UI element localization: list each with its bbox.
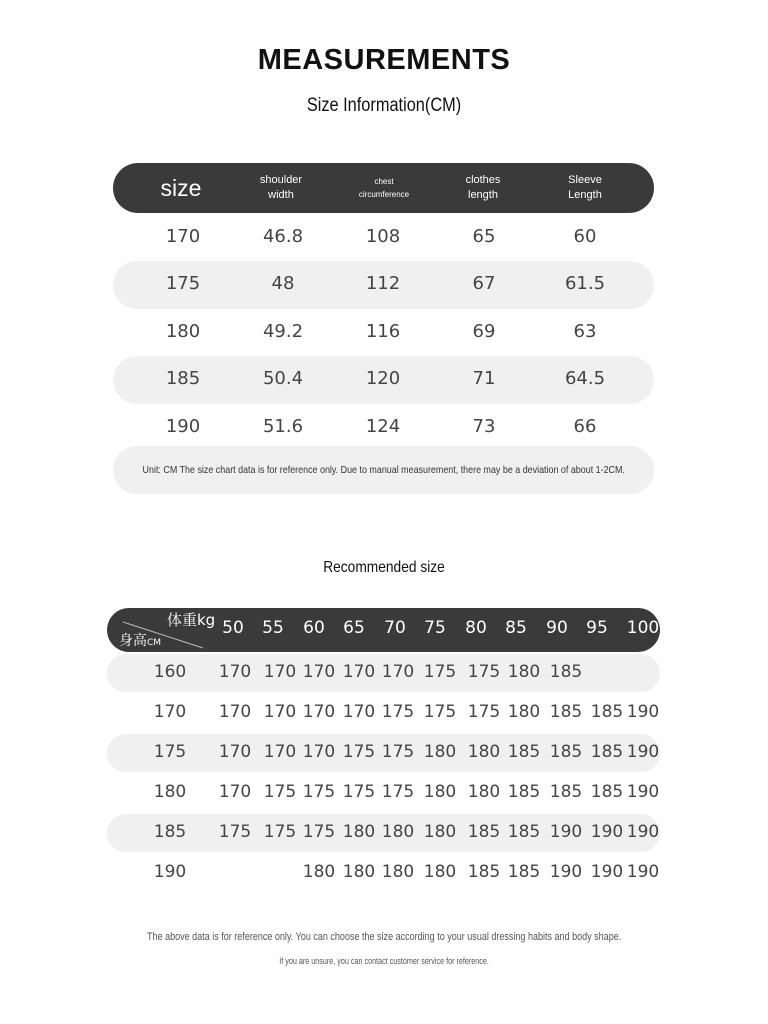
- recommended-size-cell: 190: [590, 862, 624, 882]
- size-table-cell: 61.5: [564, 273, 606, 294]
- height-unit-text: CM: [147, 638, 162, 648]
- header-length-line1: clothes: [465, 174, 501, 186]
- size-table-cell: 49.2: [262, 321, 304, 342]
- recommended-size-cell: 180: [467, 782, 501, 802]
- size-table-note: [113, 446, 654, 494]
- footer-note-2: [0, 951, 768, 969]
- recommended-size-cell: 190: [626, 862, 660, 882]
- recommended-size-cell: 175: [302, 782, 336, 802]
- recommended-size-cell: 175: [381, 742, 415, 762]
- height-cm-label: [119, 630, 161, 650]
- size-table-cell: 124: [365, 416, 401, 437]
- recommended-size-cell: 170: [302, 742, 336, 762]
- recommended-size-cell: 185: [590, 742, 624, 762]
- footer-note-1: [0, 927, 768, 945]
- weight-column-header: 50: [222, 618, 244, 638]
- recommended-size-cell: 190: [549, 822, 583, 842]
- size-table-cell: 73: [472, 416, 496, 437]
- recommended-size-cell: 190: [626, 702, 660, 722]
- recommended-size-cell: 180: [342, 822, 376, 842]
- header-shoulder-width: [226, 163, 336, 213]
- recommended-size-cell: 170: [302, 702, 336, 722]
- recommended-size-cell: 170: [218, 742, 252, 762]
- weight-column-header: 65: [343, 618, 365, 638]
- recommended-size-cell: 180: [381, 822, 415, 842]
- header-chest-circumference: [329, 163, 439, 213]
- size-table-cell: 108: [365, 226, 401, 247]
- recommended-size-cell: 170: [381, 662, 415, 682]
- height-label-text: 身高: [119, 633, 147, 649]
- recommended-size-cell: 175: [263, 782, 297, 802]
- recommended-size-cell: 180: [381, 862, 415, 882]
- recommended-size-cell: 190: [549, 862, 583, 882]
- recommended-size-cell: 175: [263, 822, 297, 842]
- weight-column-header: 85: [505, 618, 527, 638]
- header-sleeve-line2: Length: [568, 189, 602, 201]
- size-table-cell: 71: [472, 368, 496, 389]
- header-sleeve-length: [530, 163, 640, 213]
- recommended-size-cell: 180: [423, 782, 457, 802]
- recommended-size-cell: 185: [549, 742, 583, 762]
- size-table-note-text: Unit: CM The size chart data is for reference only. Due to manual measurement, there may be a deviation of about 1-2CM.: [142, 464, 625, 476]
- header-length-line2: length: [468, 189, 498, 201]
- size-table-cell: 190: [165, 416, 201, 437]
- recommended-size-cell: 170: [263, 742, 297, 762]
- size-table-cell: 116: [365, 321, 401, 342]
- weight-column-header: 80: [465, 618, 487, 638]
- recommended-size-cell: 185: [590, 782, 624, 802]
- height-row-label: 175: [153, 742, 187, 762]
- size-table-cell: 51.6: [262, 416, 304, 437]
- header-shoulder-line1: shoulder: [259, 174, 303, 186]
- weight-column-header: 95: [586, 618, 608, 638]
- recommended-size-cell: 185: [507, 862, 541, 882]
- recommended-size-cell: 170: [263, 702, 297, 722]
- recommended-size-cell: 175: [302, 822, 336, 842]
- recommended-size-cell: 180: [423, 862, 457, 882]
- recommended-size-cell: 180: [467, 742, 501, 762]
- size-table-cell: 65: [472, 226, 496, 247]
- height-row-label: 180: [153, 782, 187, 802]
- recommended-size-cell: 175: [423, 702, 457, 722]
- height-row-label: 185: [153, 822, 187, 842]
- size-table-header: [113, 163, 654, 213]
- header-size: size: [160, 174, 202, 201]
- size-table-cell: 180: [165, 321, 201, 342]
- recommended-size-cell: 185: [590, 702, 624, 722]
- weight-kg-label: 体重kg: [167, 611, 216, 629]
- recommended-size-cell: 185: [507, 742, 541, 762]
- recommended-size-cell: 185: [467, 862, 501, 882]
- recommended-size-cell: 170: [263, 662, 297, 682]
- size-table-cell: 50.4: [262, 368, 304, 389]
- recommended-size-cell: 175: [342, 782, 376, 802]
- recommended-size-cell: 170: [302, 662, 336, 682]
- recommended-size-cell: 185: [507, 822, 541, 842]
- page-title: MEASUREMENTS: [257, 44, 511, 76]
- recommended-size-cell: 180: [507, 702, 541, 722]
- recommended-size-cell: 185: [549, 702, 583, 722]
- size-table-cell: 112: [365, 273, 401, 294]
- size-table-cell: 185: [165, 368, 201, 389]
- recommended-table-header: [107, 608, 660, 652]
- size-table-cell: 175: [165, 273, 201, 294]
- recommended-size-cell: 175: [381, 702, 415, 722]
- height-row-label: 170: [153, 702, 187, 722]
- header-chest-line2: circumference: [358, 190, 410, 199]
- recommended-size-cell: 180: [302, 862, 336, 882]
- recommended-size-cell: 175: [218, 822, 252, 842]
- size-table-cell: 48: [271, 273, 295, 294]
- recommended-size-cell: 170: [218, 782, 252, 802]
- recommended-size-cell: 190: [590, 822, 624, 842]
- header-clothes-length: [428, 163, 538, 213]
- header-chest-line1: chest: [374, 177, 394, 186]
- size-table-cell: 60: [573, 226, 597, 247]
- recommended-size-cell: 180: [423, 822, 457, 842]
- recommended-size-cell: 185: [549, 782, 583, 802]
- height-row-label: 160: [153, 662, 187, 682]
- header-sleeve-line1: Sleeve: [568, 174, 602, 186]
- recommended-size-cell: 170: [342, 662, 376, 682]
- recommended-size-cell: 175: [467, 662, 501, 682]
- page-subtitle: Size Information(CM): [306, 95, 462, 116]
- size-table-cell: 66: [573, 416, 597, 437]
- recommended-size-cell: 180: [507, 662, 541, 682]
- weight-column-header: 90: [546, 618, 568, 638]
- recommended-size-cell: 180: [342, 862, 376, 882]
- recommended-size-cell: 185: [467, 822, 501, 842]
- size-table-cell: 170: [165, 226, 201, 247]
- recommended-size-cell: 190: [626, 782, 660, 802]
- height-row-label: 190: [153, 862, 187, 882]
- recommended-size-cell: 170: [342, 702, 376, 722]
- weight-column-header: 75: [424, 618, 446, 638]
- recommended-size-cell: 170: [218, 662, 252, 682]
- size-table-cell: 63: [573, 321, 597, 342]
- recommended-size-cell: 175: [381, 782, 415, 802]
- weight-column-header: 55: [262, 618, 284, 638]
- size-table-cell: 46.8: [262, 226, 304, 247]
- weight-column-header: 100: [626, 618, 660, 638]
- size-table-cell: 69: [472, 321, 496, 342]
- weight-column-header: 70: [384, 618, 406, 638]
- size-table-cell: 64.5: [564, 368, 606, 389]
- recommended-size-cell: 190: [626, 822, 660, 842]
- recommended-size-cell: 175: [342, 742, 376, 762]
- recommended-size-cell: 185: [549, 662, 583, 682]
- header-shoulder-line2: width: [268, 189, 294, 201]
- recommended-size-cell: 170: [218, 702, 252, 722]
- recommended-size-cell: 190: [626, 742, 660, 762]
- recommended-size-title: Recommended size: [323, 559, 445, 576]
- footer-note-2-text: If you are unsure, you can contact customer service for reference.: [279, 956, 489, 966]
- size-table-cell: 120: [365, 368, 401, 389]
- recommended-size-cell: 185: [507, 782, 541, 802]
- weight-column-header: 60: [303, 618, 325, 638]
- recommended-size-cell: 175: [423, 662, 457, 682]
- recommended-size-cell: 175: [467, 702, 501, 722]
- recommended-size-cell: 180: [423, 742, 457, 762]
- size-table-cell: 67: [472, 273, 496, 294]
- footer-note-1-text: The above data is for reference only. You can choose the size according to your usual dressing habits and body shape.: [146, 931, 622, 943]
